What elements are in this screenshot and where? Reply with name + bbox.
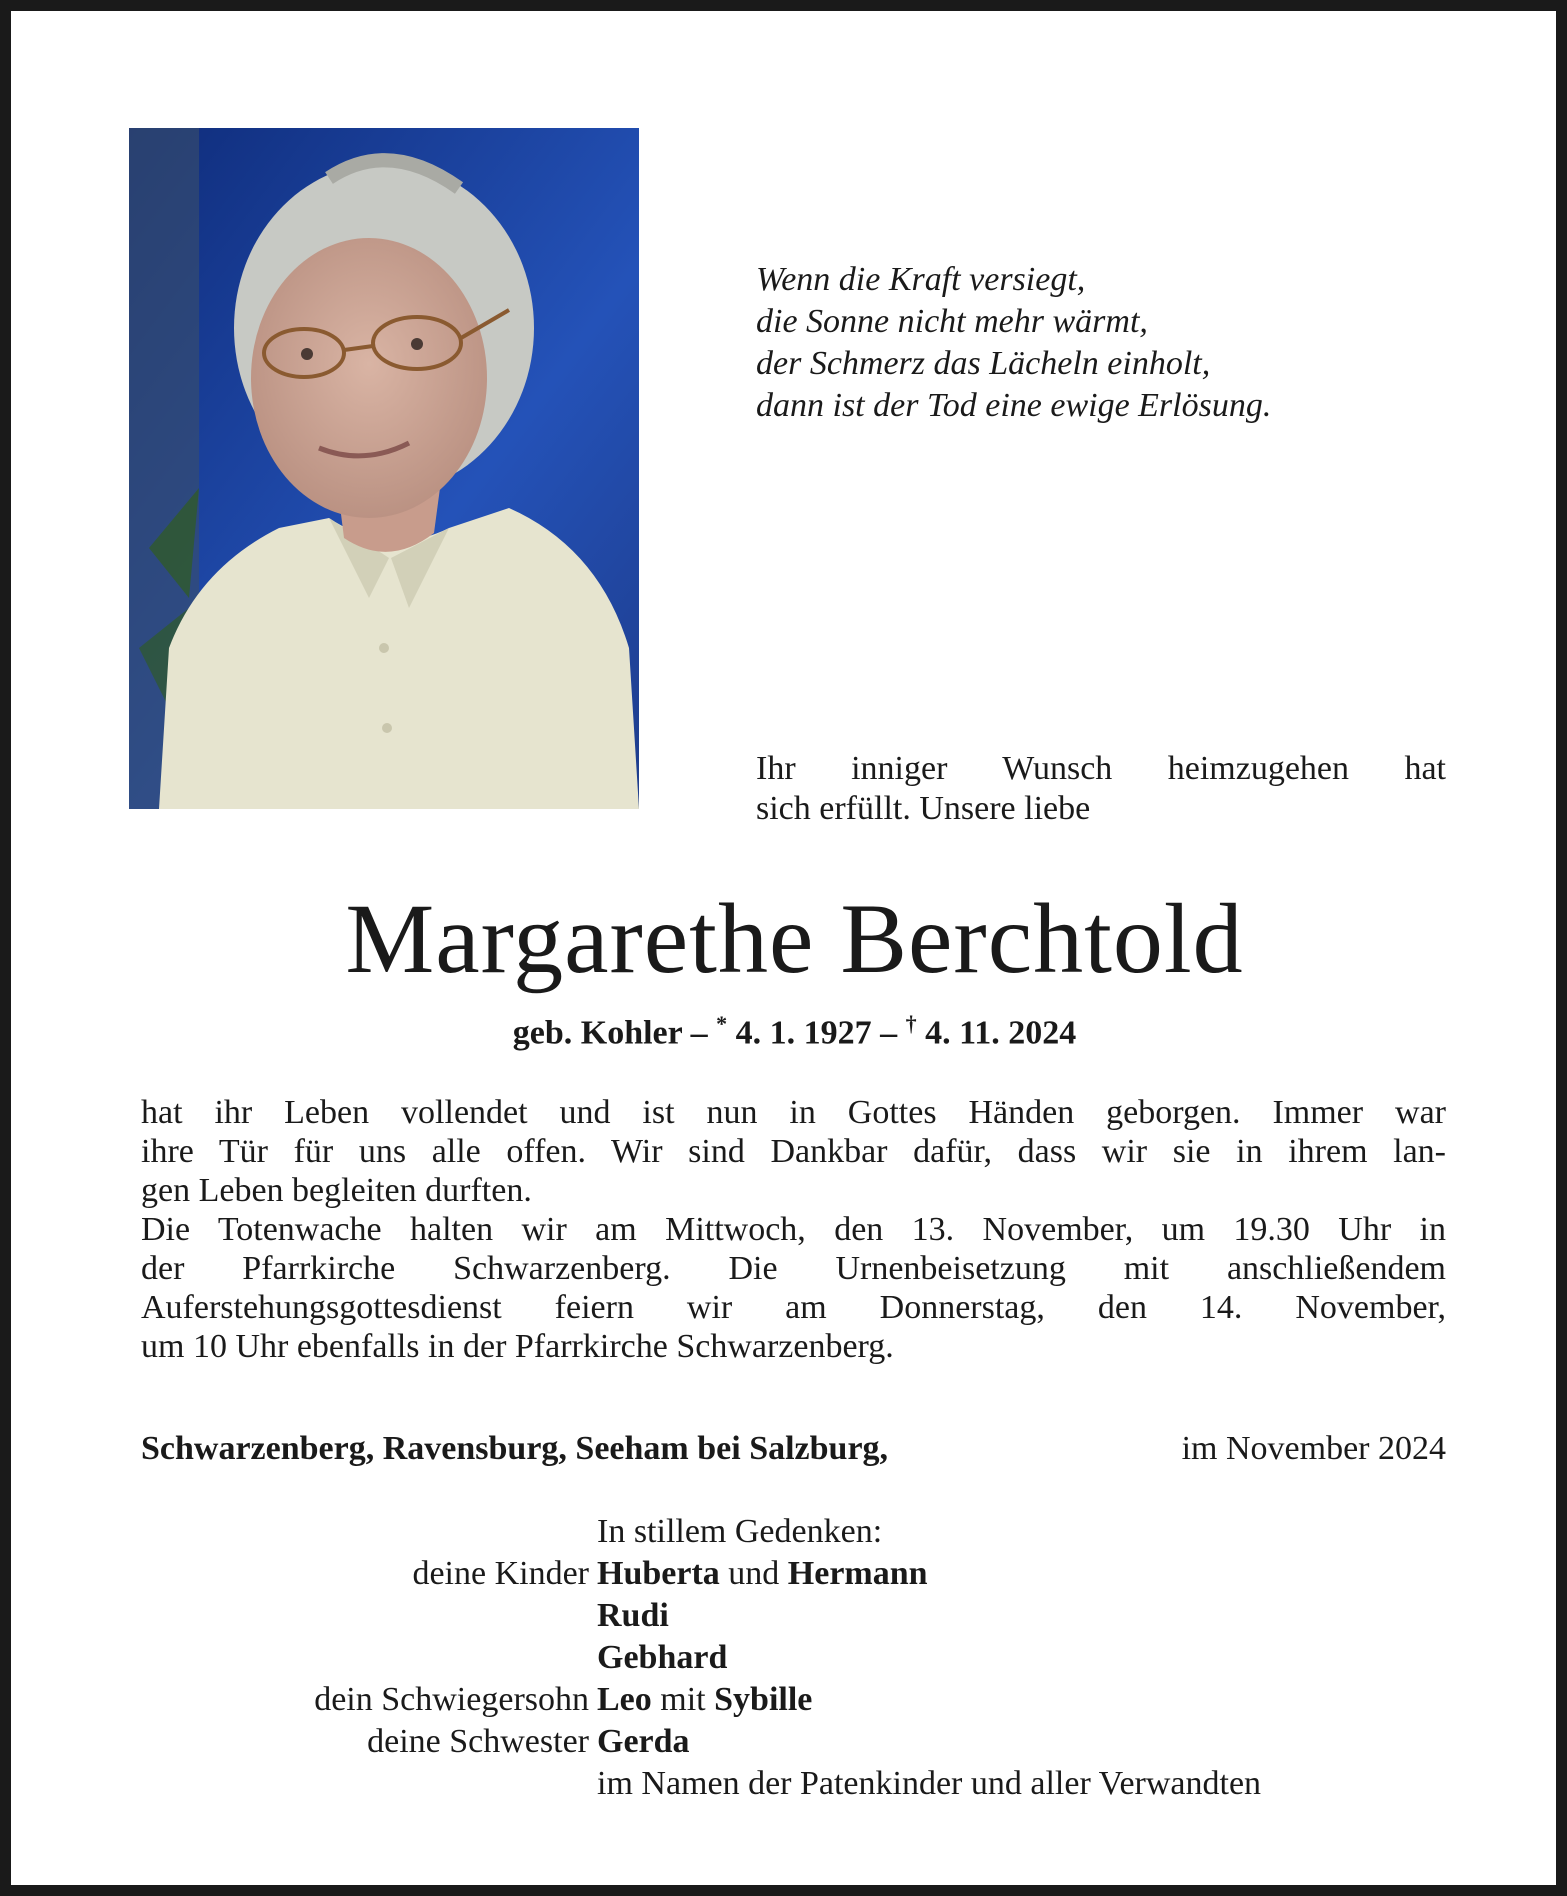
poem-line: der Schmerz das Lächeln einholt, xyxy=(756,345,1211,382)
body-line: Auferstehungsgottesdienst feiern wir am Donnerstag, den 14. November, xyxy=(141,1289,1446,1326)
mourners-closing: im Namen der Patenkinder und aller Verwandten xyxy=(597,1765,1262,1802)
conjunction: mit xyxy=(660,1681,706,1718)
conjunction: und xyxy=(728,1555,780,1592)
mourner-name: Gerda xyxy=(597,1723,690,1760)
poem-line: dann ist der Tod eine ewige Erlösung. xyxy=(756,387,1272,424)
life-dates xyxy=(11,1011,1567,1052)
body-line: um 10 Uhr ebenfalls in der Pfarrkirche Schwarzenberg. xyxy=(141,1328,894,1365)
poem-line: die Sonne nicht mehr wärmt, xyxy=(756,303,1148,340)
children-label: deine Kinder xyxy=(412,1555,589,1592)
mourner-name: Rudi xyxy=(597,1597,669,1634)
body-line: hat ihr Leben vollendet und ist nun in Gottes Händen geborgen. Immer war xyxy=(141,1094,1446,1131)
died-symbol: † xyxy=(905,1011,917,1036)
portrait-photo xyxy=(129,128,639,809)
born-symbol: * xyxy=(716,1011,728,1036)
mourner-name: Sybille xyxy=(714,1681,813,1718)
maiden-name: geb. Kohler – xyxy=(512,1014,708,1052)
mourners-block xyxy=(141,1511,1446,1805)
mourner-name: Hermann xyxy=(787,1555,928,1592)
body-line: gen Leben begleiten durften. xyxy=(141,1172,532,1209)
death-date: 4. 11. 2024 xyxy=(925,1014,1077,1052)
poem xyxy=(756,259,1456,427)
mourners-heading: In stillem Gedenken: xyxy=(597,1513,883,1550)
body-line: der Pfarrkirche Schwarzenberg. Die Urnenbeisetzung mit anschließendem xyxy=(141,1250,1446,1287)
mourner-name: Huberta xyxy=(597,1555,720,1592)
deceased-name: Margarethe Berchtold xyxy=(345,883,1244,994)
places-names: Schwarzenberg, Ravensburg, Seeham bei Salzburg, xyxy=(141,1430,889,1467)
portrait-illustration xyxy=(129,128,639,809)
places-line xyxy=(141,1429,1446,1469)
intro-line: sich erfüllt. Unsere liebe xyxy=(756,790,1091,827)
body-line: Die Totenwache halten wir am Mittwoch, den 13. November, um 19.30 Uhr in xyxy=(141,1211,1446,1248)
poem-line: Wenn die Kraft versiegt, xyxy=(756,261,1086,298)
body-text xyxy=(141,1093,1446,1366)
birth-date: 4. 1. 1927 – xyxy=(735,1014,898,1052)
places-date: im November 2024 xyxy=(1181,1430,1446,1467)
intro-text xyxy=(756,749,1446,829)
sister-label: deine Schwester xyxy=(367,1723,589,1760)
intro-line: Ihr inniger Wunsch heimzugehen hat xyxy=(756,750,1446,787)
mourner-name: Leo xyxy=(597,1681,652,1718)
soninlaw-label: dein Schwiegersohn xyxy=(314,1681,589,1718)
body-line: ihre Tür für uns alle offen. Wir sind Dankbar dafür, dass wir sie in ihrem lan- xyxy=(141,1133,1446,1170)
mourner-name: Gebhard xyxy=(597,1639,728,1676)
